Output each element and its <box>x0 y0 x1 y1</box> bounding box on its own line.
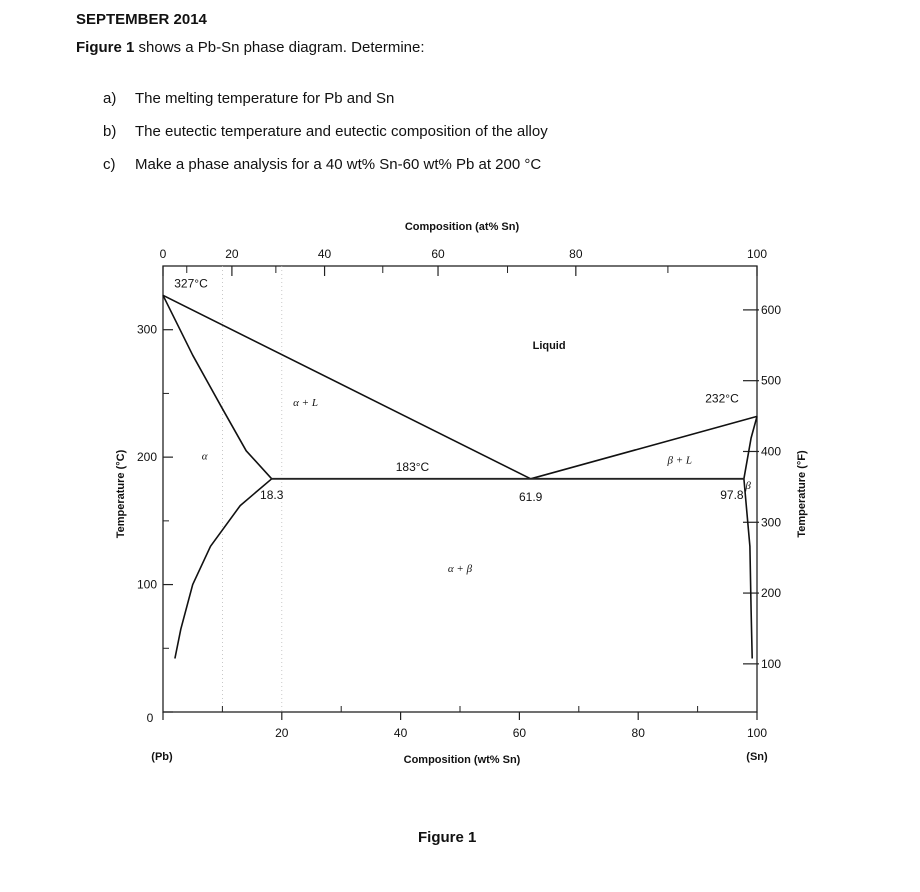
right-tick-label: 600 <box>761 302 782 317</box>
phase-region-label: α + L <box>293 397 318 410</box>
question-text: The melting temperature for Pb and Sn <box>135 90 395 107</box>
corner-zero-label: 0 <box>146 711 154 725</box>
question-label: c) <box>103 156 116 173</box>
question-text: The eutectic temperature and eutectic composition of the alloy <box>135 123 548 140</box>
pb-label: (Pb) <box>151 751 173 763</box>
top-axis-title: Composition (at% Sn) <box>404 221 520 233</box>
sn-label: (Sn) <box>746 751 768 763</box>
question-label: b) <box>103 123 117 140</box>
right-tick-label: 500 <box>761 373 782 388</box>
phase-region-label: α <box>201 450 208 463</box>
bottom-tick-label: 60 <box>512 726 527 740</box>
plot-frame <box>163 266 757 712</box>
value-label: 18.3 <box>260 487 284 502</box>
value-label: 327°C <box>174 276 208 291</box>
liquidus-left-curve <box>163 295 531 479</box>
value-label: 183°C <box>395 459 430 474</box>
bottom-axis-title: Composition (wt% Sn) <box>403 754 521 766</box>
question-text: Make a phase analysis for a 40 wt% Sn-60 wt% Pb at 200 °C <box>135 156 542 173</box>
top-tick-label: 0 <box>159 247 167 261</box>
value-label: 61.9 <box>519 489 543 504</box>
top-tick-label: 100 <box>746 247 768 261</box>
figure-caption: Figure 1 <box>418 829 477 846</box>
solvus-left-curve <box>175 479 272 659</box>
value-label: 97.8 <box>720 487 744 502</box>
left-axis-title: Temperature (°C) <box>115 449 127 539</box>
bottom-tick-label: 100 <box>746 726 768 740</box>
top-tick-label: 80 <box>569 247 583 261</box>
question-label: a) <box>103 90 117 107</box>
bottom-tick-label: 40 <box>393 726 408 740</box>
top-tick-label: 60 <box>431 247 445 261</box>
liquidus-right-curve <box>531 416 757 478</box>
top-tick-label: 20 <box>225 247 239 261</box>
value-label: 232°C <box>705 391 739 406</box>
right-axis-title: Temperature (°F) <box>796 450 808 538</box>
bottom-tick-label: 80 <box>631 726 645 740</box>
right-tick-label: 300 <box>761 515 782 530</box>
top-tick-label: 40 <box>317 247 332 261</box>
right-tick-label: 200 <box>761 586 782 601</box>
right-tick-label: 400 <box>761 444 782 459</box>
bottom-tick-label: 20 <box>275 726 289 740</box>
phase-region-label: β <box>745 480 751 492</box>
exam-date-heading: SEPTEMBER 2014 <box>76 11 207 28</box>
phase-region-label: β + L <box>667 454 693 467</box>
left-tick-label: 100 <box>136 577 157 592</box>
phase-region-label: α + β <box>447 562 473 575</box>
intro-text: shows a Pb-Sn phase diagram. Determine: <box>134 39 425 56</box>
figure-reference: Figure 1 <box>76 39 135 56</box>
left-tick-label: 300 <box>136 322 157 337</box>
phase-region-label: Liquid <box>532 339 566 352</box>
right-tick-label: 100 <box>761 656 782 671</box>
left-tick-label: 200 <box>136 450 157 465</box>
solvus-right-curve <box>744 479 752 659</box>
solidus-right-curve <box>744 416 757 478</box>
